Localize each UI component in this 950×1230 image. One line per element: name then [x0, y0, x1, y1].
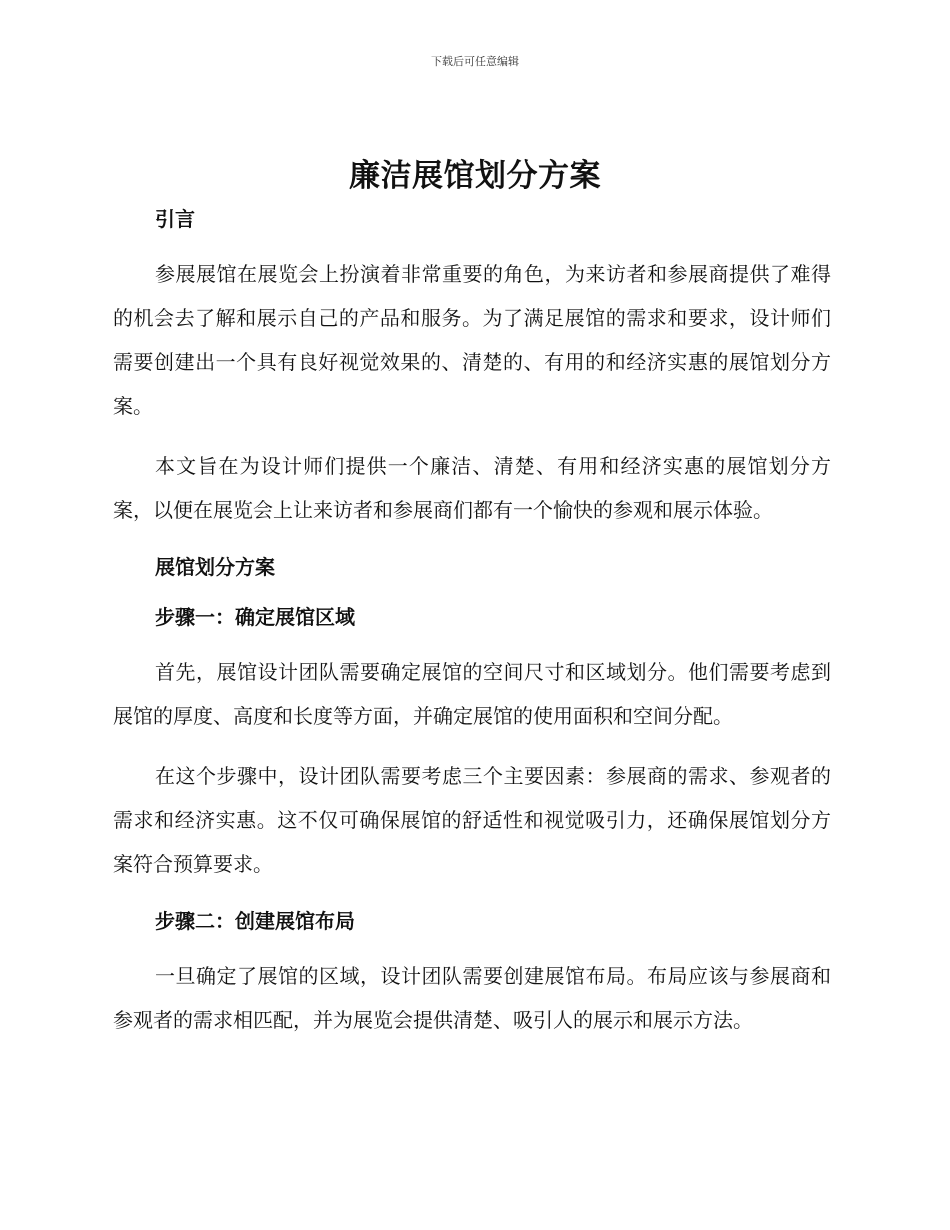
- step1-paragraph: 在这个步骤中，设计团队需要考虑三个主要因素：参展商的需求、参观者的需求和经济实惠。这不仅可确保展馆的舒适性和视觉吸引力，还确保展馆划分方案符合预算要求。: [113, 764, 831, 876]
- step1-paragraph: 首先，展馆设计团队需要确定展馆的空间尺寸和区域划分。他们需要考虑到展馆的厚度、高度和长度等方面，并确定展馆的使用面积和空间分配。: [113, 660, 831, 728]
- step1-heading: 步骤一：确定展馆区域: [155, 605, 355, 629]
- document-title: 廉洁展馆划分方案: [349, 158, 601, 194]
- intro-paragraph: 本文旨在为设计师们提供一个廉洁、清楚、有用和经济实惠的展馆划分方案，以便在展览会上让来访者和参展商们都有一个愉快的参观和展示体验。: [113, 454, 831, 522]
- step2-paragraph: 一旦确定了展馆的区域，设计团队需要创建展馆布局。布局应该与参展商和参观者的需求相匹配，并为展览会提供清楚、吸引人的展示和展示方法。: [113, 964, 831, 1032]
- intro-heading: 引言: [155, 207, 195, 231]
- document-body: [113, 204, 831, 1042]
- plan-heading: 展馆划分方案: [155, 555, 275, 579]
- header-note: 下载后可任意编辑: [431, 55, 519, 68]
- intro-paragraph: 参展展馆在展览会上扮演着非常重要的角色，为来访者和参展商提供了难得的机会去了解和展示自己的产品和服务。为了满足展馆的需求和要求，设计师们需要创建出一个具有良好视觉效果的、清楚的、有用的和经济实惠的展馆划分方案。: [113, 262, 831, 418]
- step2-heading: 步骤二：创建展馆布局: [155, 909, 355, 933]
